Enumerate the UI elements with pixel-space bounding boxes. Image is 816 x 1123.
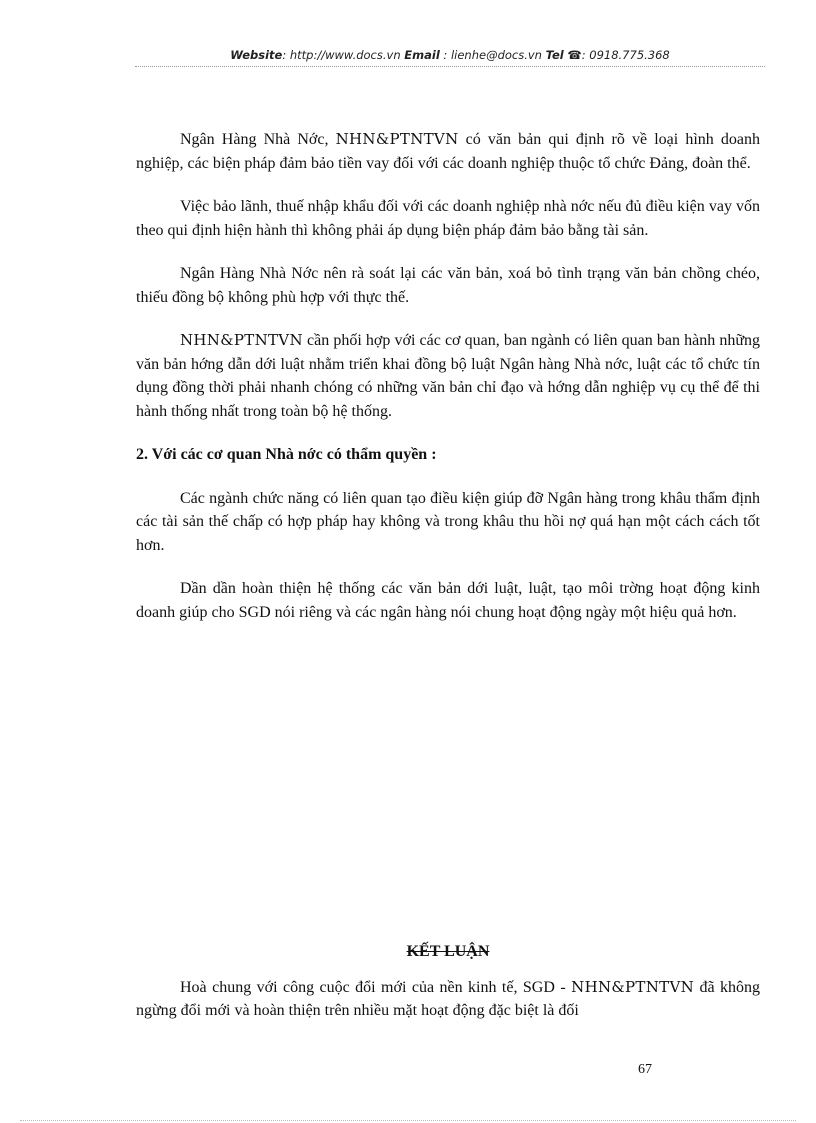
org-abbreviation: NHN&PTNTVN bbox=[180, 331, 303, 349]
paragraph-5: Các ngành chức năng có liên quan tạo điều kiện giúp đỡ Ngân hàng trong khâu thẩm định các tài sản thế chấp có hợp pháp hay không và trong khâu thu hồi nợ quá hạn một cách cách tốt hơn. bbox=[136, 489, 760, 554]
email-label: Email bbox=[404, 48, 440, 62]
paragraph-3: Ngân Hàng Nhà Nớc nên rà soát lại các văn bản, xoá bỏ tình trạng văn bản chồng chéo, thiếu đồng bộ không phù hợp với thực thế. bbox=[136, 265, 760, 306]
document-body bbox=[136, 128, 760, 644]
org-abbreviation: NHN&PTNTVN bbox=[571, 977, 695, 996]
paragraph-1-end: có văn bản qui định rõ về loại hình doanh nghiệp, các biện pháp đảm bảo tiền vay đối với các doanh nghiệp thuộc tổ chức Đảng, đoàn thể. bbox=[136, 131, 760, 172]
paragraph-1 bbox=[136, 128, 760, 175]
paragraph-2: Việc bảo lãnh, thuế nhập khẩu đối với các doanh nghiệp nhà nớc nếu đủ điều kiện vay vốn theo qui định hiện hành thì không phải áp dụng biện pháp đảm bảo bằng tài sản. bbox=[136, 198, 760, 239]
page-number: 67 bbox=[638, 1062, 652, 1077]
header-divider bbox=[135, 66, 765, 67]
conclusion-paragraph-end: đã không ngừng đổi mới và hoàn thiện trên nhiều mặt hoạt động đặc biệt là đối bbox=[136, 978, 761, 1019]
tel-value: : 0918.775.368 bbox=[581, 48, 670, 62]
conclusion-section bbox=[136, 940, 760, 1043]
section-heading: 2. Với các cơ quan Nhà nớc có thẩm quyền : bbox=[136, 446, 437, 463]
paragraph-1-start: Ngân Hàng Nhà Nớc, bbox=[180, 131, 329, 148]
conclusion-paragraph bbox=[136, 976, 760, 1023]
footer-divider bbox=[20, 1120, 796, 1121]
website-label: Website bbox=[230, 48, 283, 62]
org-abbreviation: NHN&PTNTVN bbox=[335, 130, 459, 148]
email-value: : lienhe@docs.vn bbox=[443, 48, 542, 62]
conclusion-title: KẾT LUẬN bbox=[406, 943, 490, 960]
tel-label: Tel bbox=[545, 48, 564, 62]
phone-icon: ☎ bbox=[567, 48, 582, 62]
page-header bbox=[135, 48, 765, 62]
paragraph-4-text: cần phối hợp với các cơ quan, ban ngành có liên quan ban hành những văn bản hớng dẫn dới luật nhằm triển khai đồng bộ luật Ngân hàng Nhà nớc, luật các tổ chức tín dụng đồng thời phải nhanh chóng có những văn bản chỉ đạo và hớng dẫn nghiệp vụ cụ thể để thi hành thống nhất trong toàn bộ hệ thống. bbox=[136, 332, 760, 420]
website-value: : http://www.docs.vn bbox=[282, 48, 401, 62]
paragraph-6: Dần dần hoàn thiện hệ thống các văn bản dới luật, luật, tạo môi trờng hoạt động kinh doanh giúp cho SGD nói riêng và các ngân hàng nói chung hoạt động ngày một hiệu quả hơn. bbox=[136, 580, 760, 621]
conclusion-paragraph-start: Hoà chung với công cuộc đổi mới của nền kinh tế, SGD - bbox=[180, 978, 566, 996]
paragraph-4 bbox=[136, 329, 760, 423]
